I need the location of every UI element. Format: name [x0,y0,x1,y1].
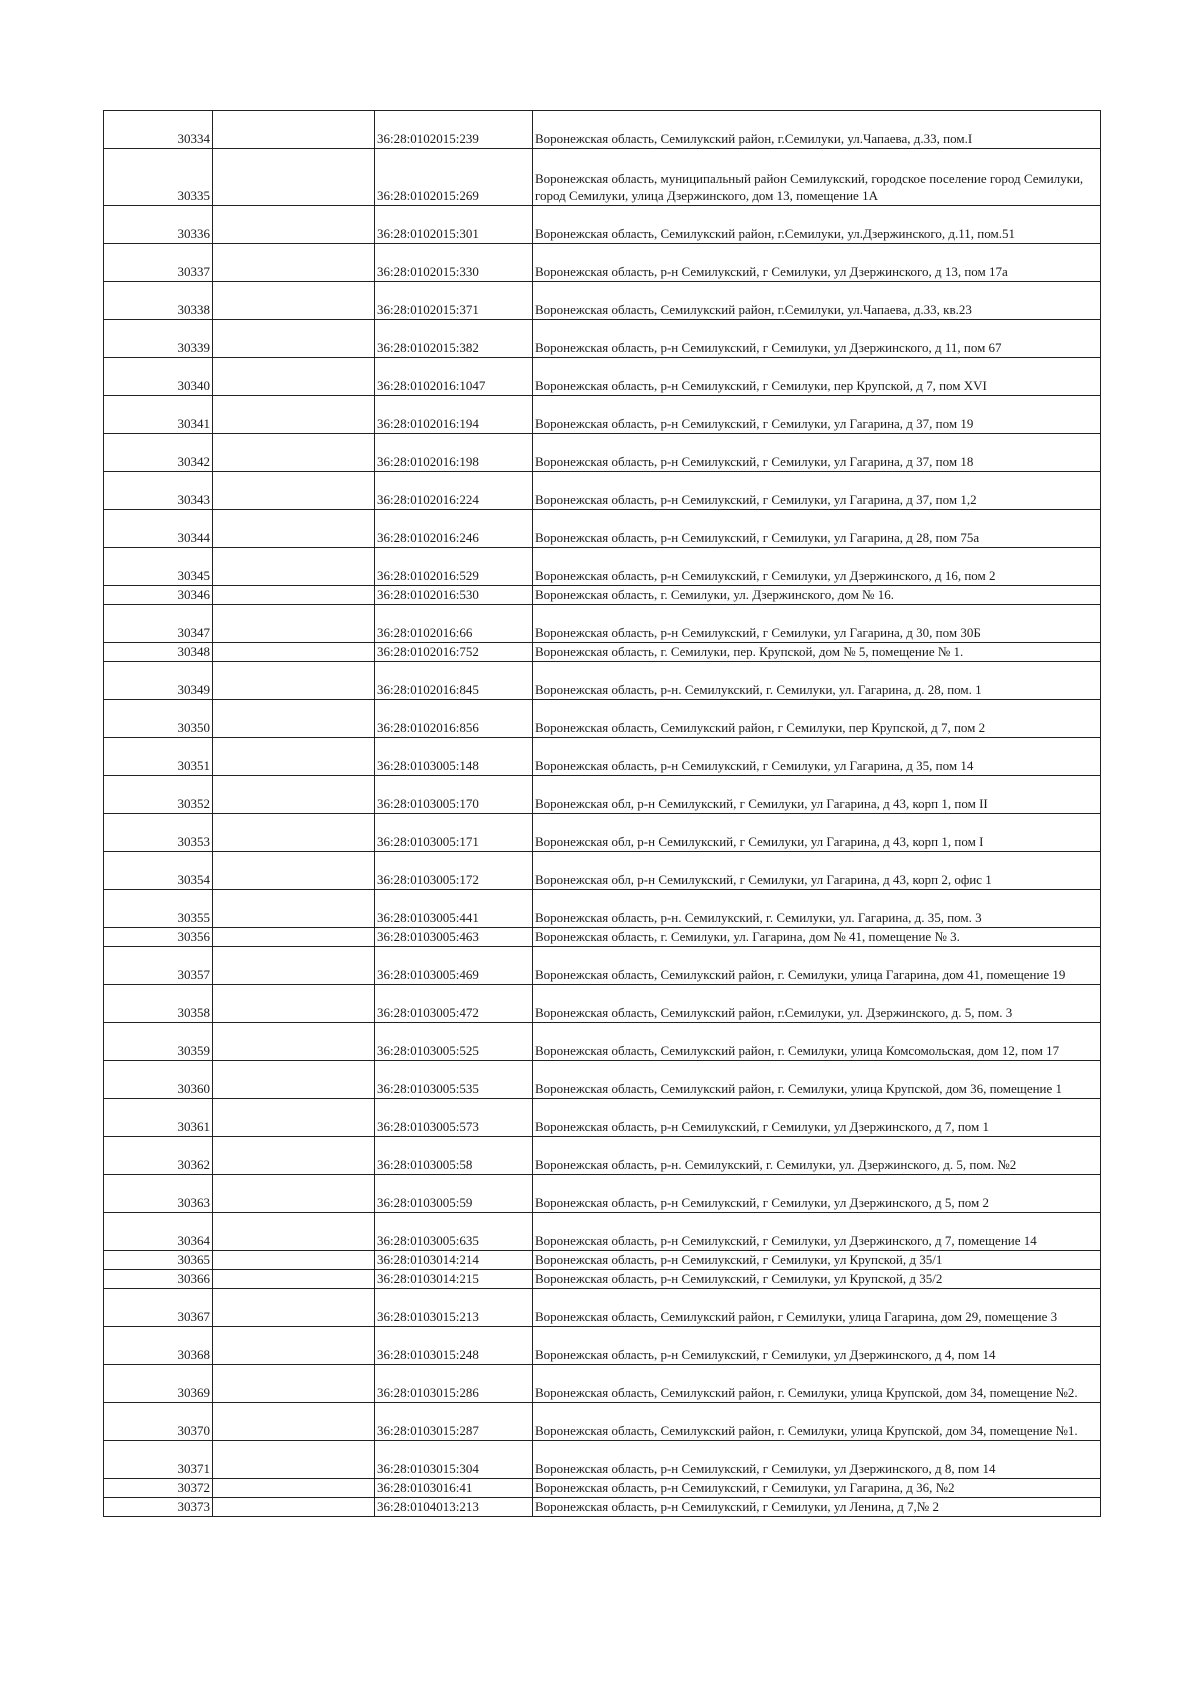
table-row [104,111,1101,149]
table-row [104,510,1101,548]
address: Воронежская область, р-н Семилукский, г Семилуки, ул Гагарина, д 35, пом 14 [533,738,1101,776]
address: Воронежская область, р-н Семилукский, г Семилуки, ул Гагарина, д 37, пом 19 [533,396,1101,434]
address: Воронежская область, Семилукский район, г.Семилуки, ул.Чапаева, д.33, пом.I [533,111,1101,149]
row-number: 30350 [104,700,213,738]
empty-cell [213,1175,375,1213]
empty-cell [213,396,375,434]
address: Воронежская область, р-н Семилукский, г Семилуки, ул Гагарина, д 37, пом 18 [533,434,1101,472]
register-body [104,111,1101,1517]
address: Воронежская область, р-н Семилукский, г Семилуки, ул Крупской, д 35/2 [533,1270,1101,1289]
row-number: 30362 [104,1137,213,1175]
cadastral-number: 36:28:0103014:214 [375,1251,533,1270]
table-row [104,1498,1101,1517]
table-row [104,548,1101,586]
empty-cell [213,1498,375,1517]
empty-cell [213,358,375,396]
cadastral-number: 36:28:0102015:382 [375,320,533,358]
row-number: 30356 [104,928,213,947]
empty-cell [213,548,375,586]
address: Воронежская область, Семилукский район, г Семилуки, пер Крупской, д 7, пом 2 [533,700,1101,738]
table-row [104,1479,1101,1498]
cadastral-number: 36:28:0102015:301 [375,206,533,244]
table-row [104,814,1101,852]
row-number: 30358 [104,985,213,1023]
address: Воронежская область, г. Семилуки, пер. Крупской, дом № 5, помещение № 1. [533,643,1101,662]
cadastral-number: 36:28:0103005:535 [375,1061,533,1099]
empty-cell [213,776,375,814]
empty-cell [213,1270,375,1289]
address: Воронежская обл, р-н Семилукский, г Семилуки, ул Гагарина, д 43, корп 1, пом I [533,814,1101,852]
table-row [104,1175,1101,1213]
table-row [104,643,1101,662]
empty-cell [213,1289,375,1327]
row-number: 30373 [104,1498,213,1517]
row-number: 30370 [104,1403,213,1441]
cadastral-number: 36:28:0102016:530 [375,586,533,605]
table-row [104,947,1101,985]
row-number: 30364 [104,1213,213,1251]
row-number: 30337 [104,244,213,282]
cadastral-number: 36:28:0102016:752 [375,643,533,662]
cadastral-number: 36:28:0102016:845 [375,662,533,700]
row-number: 30347 [104,605,213,643]
empty-cell [213,244,375,282]
address: Воронежская область, Семилукский район, г.Семилуки, ул.Чапаева, д.33, кв.23 [533,282,1101,320]
cadastral-number: 36:28:0103005:170 [375,776,533,814]
address: Воронежская область, р-н Семилукский, г Семилуки, ул Дзержинского, д 16, пом 2 [533,548,1101,586]
empty-cell [213,111,375,149]
table-row [104,320,1101,358]
row-number: 30354 [104,852,213,890]
cadastral-number: 36:28:0103015:286 [375,1365,533,1403]
empty-cell [213,738,375,776]
cadastral-number: 36:28:0103016:41 [375,1479,533,1498]
table-row [104,244,1101,282]
empty-cell [213,1061,375,1099]
address: Воронежская область, Семилукский район, г Семилуки, улица Гагарина, дом 29, помещение 3 [533,1289,1101,1327]
table-row [104,1365,1101,1403]
address: Воронежская обл, р-н Семилукский, г Семилуки, ул Гагарина, д 43, корп 2, офис 1 [533,852,1101,890]
address: Воронежская область, Семилукский район, г. Семилуки, улица Крупской, дом 36, помещение 1 [533,1061,1101,1099]
cadastral-number: 36:28:0103005:525 [375,1023,533,1061]
empty-cell [213,510,375,548]
row-number: 30365 [104,1251,213,1270]
empty-cell [213,643,375,662]
empty-cell [213,1023,375,1061]
cadastral-number: 36:28:0102016:529 [375,548,533,586]
address: Воронежская область, Семилукский район, г.Семилуки, ул. Дзержинского, д. 5, пом. 3 [533,985,1101,1023]
row-number: 30361 [104,1099,213,1137]
row-number: 30372 [104,1479,213,1498]
cadastral-number: 36:28:0103005:59 [375,1175,533,1213]
cadastral-number: 36:28:0103015:287 [375,1403,533,1441]
empty-cell [213,928,375,947]
address: Воронежская область, р-н Семилукский, г Семилуки, ул Дзержинского, д 7, пом 1 [533,1099,1101,1137]
empty-cell [213,472,375,510]
cadastral-number: 36:28:0103005:463 [375,928,533,947]
empty-cell [213,1251,375,1270]
table-row [104,1270,1101,1289]
address: Воронежская область, Семилукский район, г. Семилуки, улица Гагарина, дом 41, помещение 19 [533,947,1101,985]
empty-cell [213,605,375,643]
empty-cell [213,814,375,852]
table-row [104,206,1101,244]
cadastral-number: 36:28:0102016:224 [375,472,533,510]
cadastral-number: 36:28:0103005:148 [375,738,533,776]
empty-cell [213,586,375,605]
address: Воронежская область, р-н Семилукский, г Семилуки, ул Гагарина, д 30, пом 30Б [533,605,1101,643]
address: Воронежская область, Семилукский район, г. Семилуки, улица Крупской, дом 34, помещение №1. [533,1403,1101,1441]
table-row [104,738,1101,776]
row-number: 30342 [104,434,213,472]
cadastral-number: 36:28:0102015:330 [375,244,533,282]
address: Воронежская область, р-н Семилукский, г Семилуки, ул Крупской, д 35/1 [533,1251,1101,1270]
row-number: 30338 [104,282,213,320]
empty-cell [213,890,375,928]
table-row [104,928,1101,947]
address: Воронежская область, р-н. Семилукский, г. Семилуки, ул. Гагарина, д. 35, пом. 3 [533,890,1101,928]
table-row [104,282,1101,320]
cadastral-number: 36:28:0103015:304 [375,1441,533,1479]
row-number: 30371 [104,1441,213,1479]
row-number: 30336 [104,206,213,244]
table-row [104,1213,1101,1251]
table-row [104,605,1101,643]
row-number: 30363 [104,1175,213,1213]
cadastral-number: 36:28:0103005:635 [375,1213,533,1251]
row-number: 30369 [104,1365,213,1403]
cadastral-number: 36:28:0103015:248 [375,1327,533,1365]
table-row [104,1289,1101,1327]
table-row [104,434,1101,472]
address: Воронежская область, р-н Семилукский, г Семилуки, ул Дзержинского, д 4, пом 14 [533,1327,1101,1365]
cadastral-number: 36:28:0102016:856 [375,700,533,738]
empty-cell [213,1403,375,1441]
cadastral-number: 36:28:0103005:472 [375,985,533,1023]
row-number: 30360 [104,1061,213,1099]
row-number: 30345 [104,548,213,586]
table-row [104,1137,1101,1175]
empty-cell [213,700,375,738]
row-number: 30346 [104,586,213,605]
empty-cell [213,206,375,244]
address: Воронежская область, р-н Семилукский, г Семилуки, ул Гагарина, д 28, пом 75а [533,510,1101,548]
table-row [104,1403,1101,1441]
row-number: 30366 [104,1270,213,1289]
cadastral-number: 36:28:0102016:194 [375,396,533,434]
table-row [104,662,1101,700]
cadastral-number: 36:28:0102015:239 [375,111,533,149]
cadastral-number: 36:28:0102016:246 [375,510,533,548]
empty-cell [213,1137,375,1175]
row-number: 30352 [104,776,213,814]
row-number: 30357 [104,947,213,985]
table-row [104,1251,1101,1270]
table-row [104,1441,1101,1479]
address: Воронежская область, р-н Семилукский, г Семилуки, ул Дзержинского, д 7, помещение 14 [533,1213,1101,1251]
table-row [104,1061,1101,1099]
address: Воронежская область, г. Семилуки, ул. Дзержинского, дом № 16. [533,586,1101,605]
row-number: 30339 [104,320,213,358]
row-number: 30341 [104,396,213,434]
empty-cell [213,1099,375,1137]
address: Воронежская область, р-н Семилукский, г Семилуки, ул Дзержинского, д 5, пом 2 [533,1175,1101,1213]
address: Воронежская область, р-н. Семилукский, г. Семилуки, ул. Дзержинского, д. 5, пом. №2 [533,1137,1101,1175]
address: Воронежская область, р-н Семилукский, г Семилуки, ул Ленина, д 7,№ 2 [533,1498,1101,1517]
empty-cell [213,1327,375,1365]
address: Воронежская область, р-н Семилукский, г Семилуки, пер Крупской, д 7, пом XVI [533,358,1101,396]
address: Воронежская область, Семилукский район, г. Семилуки, улица Крупской, дом 34, помещение №2. [533,1365,1101,1403]
cadastral-number: 36:28:0102016:66 [375,605,533,643]
empty-cell [213,985,375,1023]
row-number: 30335 [104,149,213,206]
empty-cell [213,852,375,890]
address: Воронежская область, Семилукский район, г.Семилуки, ул.Дзержинского, д.11, пом.51 [533,206,1101,244]
cadastral-number: 36:28:0103014:215 [375,1270,533,1289]
empty-cell [213,434,375,472]
cadastral-number: 36:28:0104013:213 [375,1498,533,1517]
empty-cell [213,1479,375,1498]
row-number: 30351 [104,738,213,776]
row-number: 30348 [104,643,213,662]
cadastral-number: 36:28:0103005:573 [375,1099,533,1137]
address: Воронежская область, г. Семилуки, ул. Гагарина, дом № 41, помещение № 3. [533,928,1101,947]
empty-cell [213,320,375,358]
table-row [104,149,1101,206]
empty-cell [213,1213,375,1251]
address: Воронежская обл, р-н Семилукский, г Семилуки, ул Гагарина, д 43, корп 1, пом II [533,776,1101,814]
address: Воронежская область, р-н Семилукский, г Семилуки, ул Гагарина, д 37, пом 1,2 [533,472,1101,510]
address: Воронежская область, муниципальный район Семилукский, городское поселение город Семилуки, город Семилуки, улица Дзержинского, дом 13, помещение 1А [533,149,1101,206]
cadastral-number: 36:28:0102016:1047 [375,358,533,396]
cadastral-number: 36:28:0103005:469 [375,947,533,985]
table-row [104,472,1101,510]
property-register-table [103,110,1101,1517]
address: Воронежская область, р-н Семилукский, г Семилуки, ул Гагарина, д 36, №2 [533,1479,1101,1498]
cadastral-number: 36:28:0103005:58 [375,1137,533,1175]
empty-cell [213,1365,375,1403]
address: Воронежская область, Семилукский район, г. Семилуки, улица Комсомольская, дом 12, пом 17 [533,1023,1101,1061]
address: Воронежская область, р-н Семилукский, г Семилуки, ул Дзержинского, д 8, пом 14 [533,1441,1101,1479]
empty-cell [213,1441,375,1479]
table-row [104,358,1101,396]
address: Воронежская область, р-н Семилукский, г Семилуки, ул Дзержинского, д 13, пом 17а [533,244,1101,282]
cadastral-number: 36:28:0103015:213 [375,1289,533,1327]
cadastral-number: 36:28:0102015:269 [375,149,533,206]
empty-cell [213,149,375,206]
row-number: 30343 [104,472,213,510]
table-row [104,1023,1101,1061]
table-row [104,396,1101,434]
row-number: 30340 [104,358,213,396]
empty-cell [213,282,375,320]
cadastral-number: 36:28:0102015:371 [375,282,533,320]
table-row [104,700,1101,738]
table-row [104,890,1101,928]
row-number: 30367 [104,1289,213,1327]
row-number: 30334 [104,111,213,149]
table-row [104,776,1101,814]
table-row [104,852,1101,890]
row-number: 30349 [104,662,213,700]
cadastral-number: 36:28:0103005:172 [375,852,533,890]
empty-cell [213,662,375,700]
table-row [104,586,1101,605]
row-number: 30344 [104,510,213,548]
table-row [104,985,1101,1023]
cadastral-number: 36:28:0103005:171 [375,814,533,852]
row-number: 30359 [104,1023,213,1061]
row-number: 30368 [104,1327,213,1365]
empty-cell [213,947,375,985]
address: Воронежская область, р-н. Семилукский, г. Семилуки, ул. Гагарина, д. 28, пом. 1 [533,662,1101,700]
row-number: 30355 [104,890,213,928]
row-number: 30353 [104,814,213,852]
table-row [104,1327,1101,1365]
table-row [104,1099,1101,1137]
address: Воронежская область, р-н Семилукский, г Семилуки, ул Дзержинского, д 11, пом 67 [533,320,1101,358]
cadastral-number: 36:28:0103005:441 [375,890,533,928]
cadastral-number: 36:28:0102016:198 [375,434,533,472]
